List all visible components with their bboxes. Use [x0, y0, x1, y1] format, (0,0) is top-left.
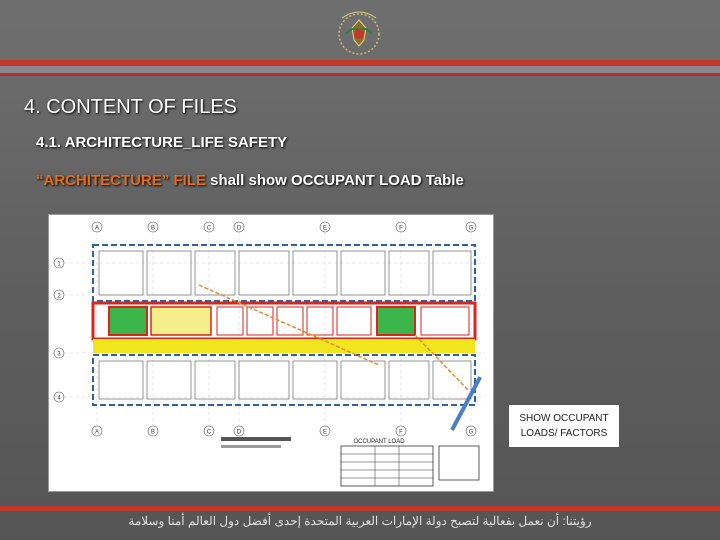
emblem-icon	[328, 4, 390, 62]
exit-corridor	[93, 339, 475, 353]
bottom-bay-rooms	[99, 361, 471, 399]
floor-plan-svg	[49, 215, 493, 491]
grid-column-label: D	[236, 225, 242, 232]
footer-band-red	[0, 506, 720, 511]
grid-column-markers	[92, 222, 476, 436]
grid-column-label: A	[94, 225, 100, 232]
occupant-load-table	[341, 439, 479, 486]
grid-column-label: D	[236, 429, 242, 436]
grid-row-label: 3	[57, 351, 61, 358]
description-highlight: “ARCHITECTURE” FILE	[36, 172, 206, 189]
slide-description	[36, 172, 464, 189]
header-band-red-thin	[0, 73, 720, 76]
header-band-gray	[0, 66, 720, 73]
floor-plan-drawing	[48, 214, 494, 492]
grid-column-label: B	[150, 225, 156, 232]
callout-note: SHOW OCCUPANT LOADS/ FACTORS	[508, 404, 620, 448]
grid-column-label: C	[206, 225, 212, 232]
slide-subtitle: 4.1. ARCHITECTURE_LIFE SAFETY	[36, 134, 288, 151]
grid-column-label: G	[468, 429, 474, 436]
top-bay-rooms	[99, 251, 471, 295]
grid-column-label: F	[399, 225, 403, 232]
grid-column-label: G	[468, 225, 474, 232]
grid-column-label: F	[399, 429, 403, 436]
core-rooms	[217, 307, 469, 335]
grid-row-label: 1	[57, 261, 61, 268]
vision-statement: رؤيتنا: أن نعمل بفعالية لتصبح دولة الإمارات العربية المتحدة إحدى أفضل دول العالم أمنا وسلامة	[128, 514, 592, 528]
bottom-bay-outline	[93, 355, 475, 405]
top-bay-outline	[93, 245, 475, 301]
grid-column-label: B	[150, 429, 156, 436]
legend-block	[221, 437, 291, 448]
core-zone-yellow	[151, 307, 211, 335]
stair-safe-zone-left	[109, 307, 147, 335]
description-text: shall show OCCUPANT LOAD Table	[206, 172, 464, 189]
stair-safe-zone-right	[377, 307, 415, 335]
table-title: OCCUPANT LOAD	[353, 439, 405, 445]
grid-column-label: A	[94, 429, 100, 436]
grid-row-label: 2	[57, 293, 61, 300]
grid-column-label: E	[322, 429, 328, 436]
grid-row-label: 4	[57, 395, 61, 402]
grid-column-label: C	[206, 429, 212, 436]
slide-title: 4. CONTENT OF FILES	[24, 96, 237, 118]
grid-column-label: E	[322, 225, 328, 232]
